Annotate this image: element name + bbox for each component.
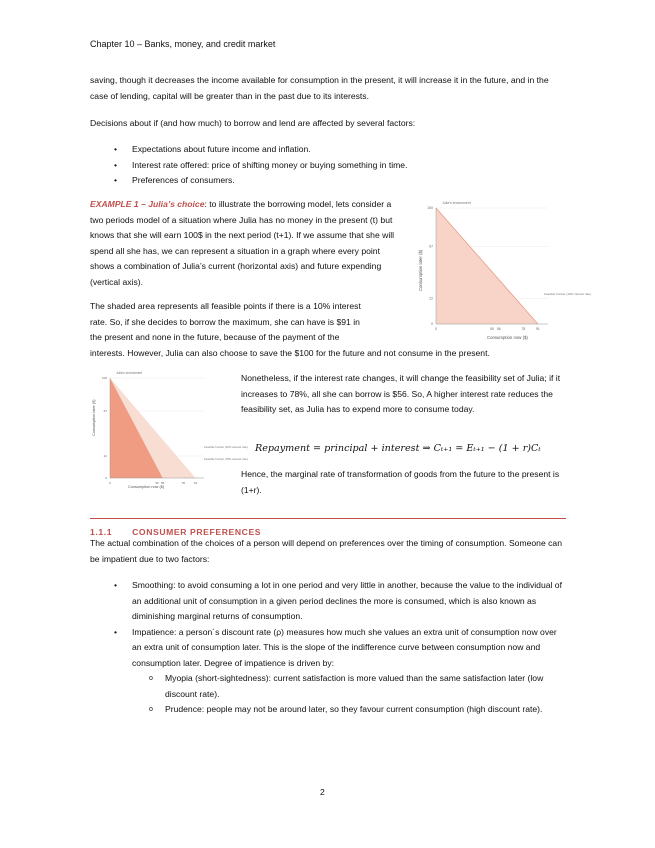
chart2-xlabel: Consumption now ($) bbox=[128, 485, 165, 489]
shaded-line: interests. However, Julia can also choose to save the $100 for the future and not consume in the present. bbox=[90, 347, 490, 358]
chart-x-tick-label: 91 bbox=[536, 327, 540, 331]
example-paragraph bbox=[90, 197, 402, 290]
chart1-ylabel: Consumption later ($) bbox=[418, 249, 423, 291]
chart-x-tick-label: 50 bbox=[490, 327, 494, 331]
hence-paragraph: Hence, the marginal rate of transformation of goods from the future to the present is (1+r). bbox=[241, 469, 560, 495]
decisions-paragraph: Decisions about if (and how much) to borrow and lend are affected by several factors: bbox=[90, 118, 416, 128]
list-item: • Impatience: a person´s discount rate (ρ) measures how much she values an extra unit of consumption now over an extra unit of consumption later. This is the slope of the indifference curve between consumption now and consumption later. Degree of impatience is driven by: bbox=[114, 625, 566, 672]
chart-x-tick-label: 78 bbox=[521, 327, 526, 331]
page-number: 2 bbox=[320, 787, 325, 797]
chart-y-tick-label: 22 bbox=[429, 296, 433, 301]
chart2-title: Julia's endowment bbox=[116, 371, 143, 375]
section-intro: The actual combination of the choices of a person will depend on preferences over the timing of consumption. Someone can be impatient due to two factors: bbox=[90, 538, 562, 564]
section-number: 1.1.1 bbox=[90, 527, 113, 537]
chart-x-tick-label: 0 bbox=[109, 481, 111, 485]
chart-y-tick-label: 0 bbox=[431, 322, 433, 327]
chart2-annotation-78pct: Feasible frontier (78% interest rate) bbox=[204, 457, 248, 461]
chart1-y-ticks bbox=[427, 206, 433, 326]
chart-x-tick-label: 78 bbox=[181, 481, 185, 485]
page-header: Chapter 10 – Banks, money, and credit market bbox=[90, 39, 276, 49]
chart-y-tick-label: 100 bbox=[101, 376, 107, 381]
shaded-paragraph bbox=[90, 299, 490, 361]
repayment-formula: Repayment = principal + interest ⇒ Cₜ₊₁ = Eₜ₊₁ − (1 + r)Cₜ bbox=[255, 443, 541, 454]
chart1-annotation: Feasible frontier (10% interest rate) bbox=[544, 292, 592, 296]
list-item: • Smoothing: to avoid consuming a lot in one period and very little in another, because the value to the individual of an additional unit of consumption in a given period declines the more is consumed, which is also known as diminishing marginal returns of consumption. bbox=[114, 578, 566, 625]
example-text: : to illustrate the borrowing model, lets consider a two periods model of a situation where Julia has no money in the present (t) but knows that she will earn 100$ in the next period (t+1). If we assume that she will spend all she has, we can represent a situation in a graph where every point shows a combination of Julia’s current (horizontal axis) and future expending (vertical axis). bbox=[90, 199, 395, 287]
shaded-line: The shaded area represents all feasible points if there is a 10% interest bbox=[90, 301, 361, 311]
chart2-y-ticks bbox=[102, 376, 107, 480]
nonetheless-paragraph: Nonetheless, if the interest rate changes, it will change the feasibility set of Julia; if it increases to 78%, all she can borrow is $56. So, A higher interest rate reduces the feasibility set, as Julia has to expend more to consume today. bbox=[241, 373, 561, 414]
chart-y-tick-label: 22 bbox=[103, 454, 107, 459]
chart-y-tick-label: 67 bbox=[429, 244, 433, 249]
chart-y-tick-label: 0 bbox=[105, 476, 107, 481]
list-item: • Interest rate offered: price of shifting money or buying something in time. bbox=[114, 158, 554, 174]
chart-y-tick-label: 67 bbox=[103, 409, 107, 414]
chart-y-tick-label: 100 bbox=[427, 206, 433, 211]
section-title: CONSUMER PREFERENCES bbox=[132, 527, 262, 537]
intro-paragraph: saving, though it decreases the income available for consumption in the present, it will increase it in the future, and in the case of lending, capital will be greater than in the past due to its interests. bbox=[90, 75, 549, 101]
shaded-line: rate. So, if she decides to borrow the maximum, she can have is $91 in bbox=[90, 316, 360, 327]
feasible-set-chart-2 bbox=[88, 368, 248, 496]
chart-x-tick-label: 91 bbox=[193, 481, 198, 485]
sub-list-item: o Prudence: people may not be around later, so they favour current consumption (high discount rate). bbox=[149, 702, 566, 718]
list-item: • Expectations about future income and inflation. bbox=[114, 142, 554, 158]
chart-x-tick-label: 50 bbox=[155, 481, 159, 485]
list-item: • Preferences of consumers. bbox=[114, 173, 554, 189]
example-label: EXAMPLE 1 – Julia’s choice bbox=[90, 199, 205, 209]
preferences-list bbox=[114, 578, 566, 671]
chart1-xlabel: Consumption now ($) bbox=[487, 335, 528, 340]
chart-x-tick-label: 56 bbox=[160, 481, 165, 485]
chart2-ylabel: Consumption later ($) bbox=[92, 399, 96, 436]
chart-x-tick-label: 0 bbox=[435, 327, 437, 331]
impatience-sublist bbox=[149, 671, 566, 718]
chart-x-tick-label: 56 bbox=[496, 327, 501, 331]
factors-list bbox=[114, 142, 554, 189]
chart1-title: Julia's endowment bbox=[442, 201, 471, 205]
chart1-x-ticks bbox=[435, 327, 540, 331]
chart2-annotation-10pct: Feasible frontier (10% interest rate) bbox=[204, 445, 248, 449]
shaded-line: the present and none in the future, because of the payment of the bbox=[90, 332, 340, 342]
sub-list-item: o Myopia (short-sightedness): current satisfaction is more valued than the same satisfaction later (low discount rate). bbox=[149, 671, 566, 702]
feasible-set-chart-1 bbox=[412, 196, 592, 344]
